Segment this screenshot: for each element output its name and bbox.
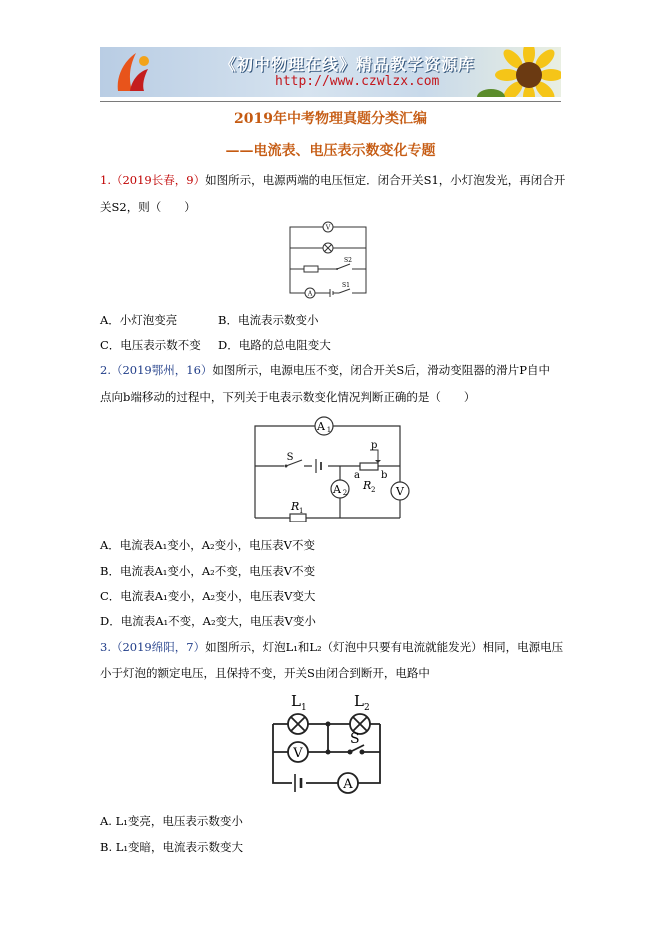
question-1-line-1 — [100, 172, 565, 188]
svg-text:p: p — [371, 440, 378, 451]
q1-ammeter — [305, 288, 315, 298]
q3-voltmeter — [288, 742, 308, 762]
question-1-circuit-diagram — [284, 219, 374, 299]
question-2-circuit-diagram — [250, 410, 412, 522]
question-1-option-d: D．电路的总电阻变大 — [218, 338, 331, 352]
svg-text:S1: S1 — [342, 282, 350, 289]
svg-text:L: L — [291, 692, 301, 710]
question-3-circuit-diagram — [268, 688, 388, 798]
q2-resistor-r1 — [290, 500, 306, 522]
svg-text:S2: S2 — [344, 257, 352, 264]
header-banner — [100, 47, 561, 97]
question-2-text: 如图所示，电源电压不变，闭合开关S后，滑动变阻器的滑片P自中 — [212, 363, 551, 377]
svg-text:a: a — [354, 470, 360, 481]
question-1-option-a: A．小灯泡变亮 — [100, 313, 178, 327]
q3-lamp-l1-icon — [288, 692, 308, 734]
site-url[interactable]: http://www.czwlzx.com — [275, 74, 440, 89]
question-2-option-d: D．电流表A₁不变，A₂变大，电压表V变小 — [100, 614, 316, 628]
q3-lamp-l2-icon — [350, 692, 370, 734]
question-2-line-1 — [100, 362, 550, 378]
q2-ammeter-a2 — [331, 480, 349, 498]
page-title: 2019年中考物理真题分类汇编 — [234, 111, 427, 127]
question-1-number: 1. — [100, 173, 111, 187]
page-subtitle: ——电流表、电压表示数变化专题 — [225, 143, 436, 159]
svg-text:1: 1 — [326, 426, 332, 434]
q1-voltmeter — [323, 222, 333, 232]
question-2-option-b: B．电流表A₁变小，A₂不变，电压表V不变 — [100, 564, 316, 578]
q2-switch-s — [284, 452, 304, 470]
site-logo-icon — [114, 51, 150, 93]
svg-text:b: b — [381, 470, 388, 481]
question-3-line-2: 小于灯泡的额定电压，且保持不变，开关S由闭合到断开，电路中 — [100, 666, 430, 680]
site-name: 《初中物理在线》精品教学资源库 — [220, 55, 476, 74]
svg-text:2: 2 — [371, 486, 376, 494]
svg-text:V: V — [293, 746, 303, 761]
question-3-option-b: B. L₁变暗，电流表示数变大 — [100, 840, 244, 854]
svg-text:S: S — [350, 731, 360, 747]
header-divider — [100, 101, 561, 102]
question-3-text: 如图所示，灯泡L₁和L₂（灯泡中只要有电流就能发光）相同，电源电压 — [205, 640, 564, 654]
question-1-option-b: B．电流表示数变小 — [218, 313, 319, 327]
svg-text:2: 2 — [364, 703, 370, 713]
q2-battery — [312, 458, 328, 474]
question-1-line-2: 关S2，则（ ） — [100, 200, 196, 214]
svg-text:1: 1 — [299, 507, 304, 515]
question-1-option-c: C．电压表示数不变 — [100, 338, 201, 352]
question-1-source: （2019长春，9） — [110, 173, 206, 187]
svg-text:A: A — [307, 290, 313, 298]
question-2-option-c: C．电流表A₁变小，A₂变小，电压表V变大 — [100, 589, 316, 603]
svg-text:2: 2 — [342, 489, 348, 497]
q1-switch-s2 — [336, 257, 352, 273]
question-3-line-1 — [100, 639, 563, 655]
svg-text:R: R — [291, 500, 300, 513]
q1-lamp-icon — [323, 243, 333, 253]
question-2-source: （2019鄂州，16） — [110, 363, 213, 377]
sunflower-icon — [477, 47, 561, 97]
question-2-option-a: A．电流表A₁变小，A₂变小，电压表V不变 — [100, 538, 315, 552]
q3-battery — [292, 774, 306, 792]
svg-text:S: S — [286, 452, 294, 463]
svg-text:A: A — [333, 483, 341, 496]
q2-rheostat-r2 — [354, 440, 387, 494]
svg-text:A: A — [343, 777, 353, 792]
q2-voltmeter — [391, 482, 409, 500]
svg-text:L: L — [354, 692, 364, 710]
svg-text:R: R — [363, 479, 372, 492]
svg-text:V: V — [396, 485, 404, 498]
q1-battery-switch-s1 — [324, 282, 352, 297]
question-3-number: 3. — [100, 640, 111, 654]
q2-ammeter-a1 — [315, 417, 333, 435]
question-2-number: 2. — [100, 363, 111, 377]
question-1-text: 如图所示，电源两端的电压恒定．闭合开关S1，小灯泡发光，再闭合开 — [205, 173, 566, 187]
question-2-line-2: 点向b端移动的过程中，下列关于电表示数变化情况判断正确的是（ ） — [100, 390, 476, 404]
question-3-option-a: A. L₁变亮，电压表示数变小 — [100, 814, 243, 828]
q1-resistor — [304, 266, 318, 272]
svg-text:A: A — [317, 420, 325, 433]
q3-ammeter — [338, 773, 358, 793]
question-3-source: （2019绵阳，7） — [110, 640, 206, 654]
svg-text:V: V — [325, 224, 331, 232]
svg-text:1: 1 — [301, 703, 307, 713]
